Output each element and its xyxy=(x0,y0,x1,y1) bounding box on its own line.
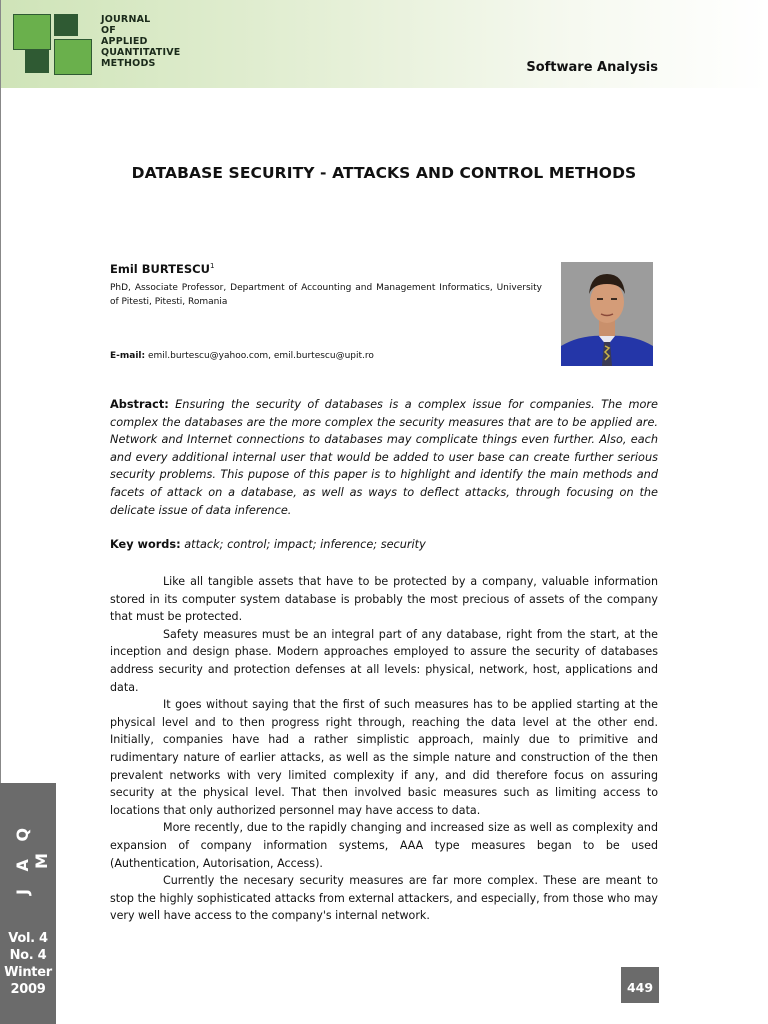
logo-square-1 xyxy=(13,14,51,50)
logo-square-2 xyxy=(54,14,78,36)
author-name xyxy=(110,262,214,276)
journal-name xyxy=(101,14,180,69)
journal-name-line: QUANTITATIVE xyxy=(101,47,181,58)
paragraph: More recently, due to the rapidly changing and increased size as well as complexity and expansion of company information systems, AAA type measures began to be used (Authentication, Autorisation, Access). xyxy=(110,821,658,870)
year-label: 2009 xyxy=(10,982,46,997)
author-footnote-marker: 1 xyxy=(209,262,215,271)
number-label: No. 4 xyxy=(9,948,47,963)
email-label: E-mail: xyxy=(110,351,146,361)
abstract-text: Ensuring the security of databases is a complex issue for companies. The more complex the databases are the more complex the security measures that are to be applied are. Network and Internet connections to databases may complicate things even further. Also, each and every additional internal user that would be added to user base can create further serious security problems. This pupose of this paper is to highlight and identify the main methods and facets of attack on a database, as well as ways to deflect attacks, through focusing on the delicate issue of data inference. xyxy=(110,398,658,517)
journal-name-line: JOURNAL xyxy=(101,14,151,25)
section-title: Software Analysis xyxy=(526,60,658,75)
author-affiliation: PhD, Associate Professor, Department of Accounting and Management Informatics, University of Pitesti, Pitesti, Romania xyxy=(110,283,542,307)
paper-title: DATABASE SECURITY - ATTACKS AND CONTROL METHODS xyxy=(131,164,637,182)
abstract xyxy=(110,396,658,519)
keywords-text: attack; control; impact; inference; security xyxy=(184,538,426,551)
abstract-label: Abstract: xyxy=(110,398,169,411)
volume-label: Vol. 4 xyxy=(8,931,48,946)
page-number: 449 xyxy=(621,967,659,1003)
logo-square-3 xyxy=(25,50,49,73)
keywords xyxy=(110,538,426,551)
journal-name-line: METHODS xyxy=(101,58,156,69)
paragraph: Like all tangible assets that have to be protected by a company, valuable information stored in its computer system database is probably the most precious of assets of the company that must be protected. xyxy=(110,575,658,624)
author-photo xyxy=(561,262,653,366)
body-text xyxy=(110,573,658,925)
paragraph: Currently the necesary security measures are far more complex. These are meant to stop the highly sophisticated attacks from external attackers, and especially, from those who may very well have access to the company's internal network. xyxy=(110,874,658,923)
journal-name-line: OF xyxy=(101,25,116,36)
author-name-text: Emil BURTESCU xyxy=(110,262,210,276)
journal-header xyxy=(1,0,768,88)
email-value: emil.burtescu@yahoo.com, emil.burtescu@upit.ro xyxy=(147,351,374,361)
paragraph: It goes without saying that the first of such measures has to be applied starting at the physical level and to then progress right through, reaching the data level at the other end. Initially, companies have had a rather simplistic approach, mainly due to primitive and rudimentary nature of earlier attacks, as well as the simple nature and construction of the then prevalent networks with very limited complexity if any, and did therefore focus on assuring security at the physical level. That then involved basic measures such as limiting access to locations that only authorized personnel may have access to data. xyxy=(110,698,658,817)
paragraph: Safety measures must be an integral part of any database, right from the start, at the inception and design phase. Modern approaches employed to assure the security of databases address security and protection defenses at all levels: physical, network, host, applications and data. xyxy=(110,627,658,694)
author-portrait-icon xyxy=(561,262,653,366)
sidebar-acronym: J A Q M xyxy=(13,821,51,895)
journal-name-line: APPLIED xyxy=(101,36,148,47)
logo-square-4 xyxy=(54,39,92,75)
keywords-label: Key words: xyxy=(110,538,181,551)
author-email xyxy=(110,351,374,361)
season-label: Winter xyxy=(4,965,52,980)
sidebar-issue-info xyxy=(0,930,56,998)
